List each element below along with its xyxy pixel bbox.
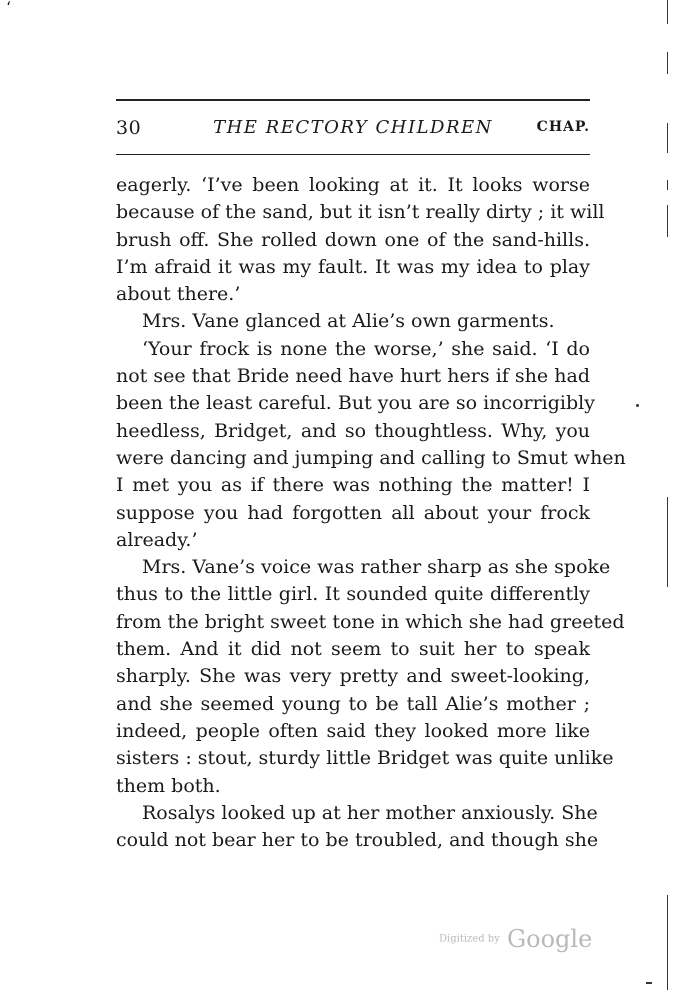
text-line: and she seemed young to be tall Alie’s mother ; <box>116 692 590 715</box>
text-line: about there.’ <box>116 283 241 306</box>
scan-corner-mark: ‘ <box>6 0 12 17</box>
text-line: thus to the little girl. It sounded quite differently <box>116 583 590 606</box>
text-line: brush off. She rolled down one of the sand-hills. <box>116 228 590 251</box>
text-line: them. And it did not seem to suit her to speak <box>116 638 590 661</box>
page-number: 30 <box>116 117 142 139</box>
header-bottom-rule <box>116 154 590 155</box>
text-line: not see that Bride need have hurt hers if she had <box>116 365 590 388</box>
text-line: been the least careful. But you are so incorrigibly <box>116 392 595 415</box>
scan-edge-mark <box>667 180 668 190</box>
chapter-abbrev: CHAP. <box>536 119 590 135</box>
scan-edge-mark <box>667 497 668 587</box>
text-line: ‘Your frock is none the worse,’ she said. ‘I do <box>142 337 590 360</box>
watermark-google-logo: Google <box>506 925 593 953</box>
text-line: Rosalys looked up at her mother anxiously. She <box>142 801 598 824</box>
text-line: suppose you had forgotten all about your frock <box>116 501 590 524</box>
text-line: sisters : stout, sturdy little Bridget was quite unlike <box>116 747 614 770</box>
scan-edge-mark <box>667 0 668 24</box>
text-line: could not bear her to be troubled, and though she <box>116 829 599 852</box>
text-line: them both. <box>116 774 221 797</box>
scan-edge-mark <box>667 123 668 153</box>
running-header <box>116 117 590 141</box>
text-line: indeed, people often said they looked more like <box>116 719 590 742</box>
scan-edge-mark <box>667 895 668 990</box>
running-title: THE RECTORY CHILDREN <box>213 117 493 138</box>
text-line: I’m afraid it was my fault. It was my idea to play <box>116 255 590 278</box>
text-line: from the bright sweet tone in which she had greeted <box>116 610 625 633</box>
watermark-digitized-by: Digitized by <box>439 933 500 945</box>
text-line: Mrs. Vane glanced at Alie’s own garments. <box>142 310 555 333</box>
scan-speck <box>646 982 652 984</box>
text-line: eagerly. ‘I’ve been looking at it. It looks worse <box>116 174 590 196</box>
scan-edge-mark <box>667 52 668 74</box>
text-line: were dancing and jumping and calling to Smut when <box>116 446 626 469</box>
text-line: I met you as if there was nothing the matter! I <box>116 474 590 497</box>
text-line: already.’ <box>116 528 198 551</box>
body-text <box>116 172 626 854</box>
text-line: Mrs. Vane’s voice was rather sharp as she spoke <box>142 556 611 579</box>
text-line: heedless, Bridget, and so thoughtless. Why, you <box>116 419 590 442</box>
text-line: because of the sand, but it isn’t really dirty ; it will <box>116 201 605 224</box>
text-line: sharply. She was very pretty and sweet-looking, <box>116 665 590 688</box>
scan-edge-mark <box>667 205 668 237</box>
scan-speck <box>636 404 639 407</box>
header-top-rule <box>116 99 590 101</box>
google-watermark <box>439 925 592 953</box>
